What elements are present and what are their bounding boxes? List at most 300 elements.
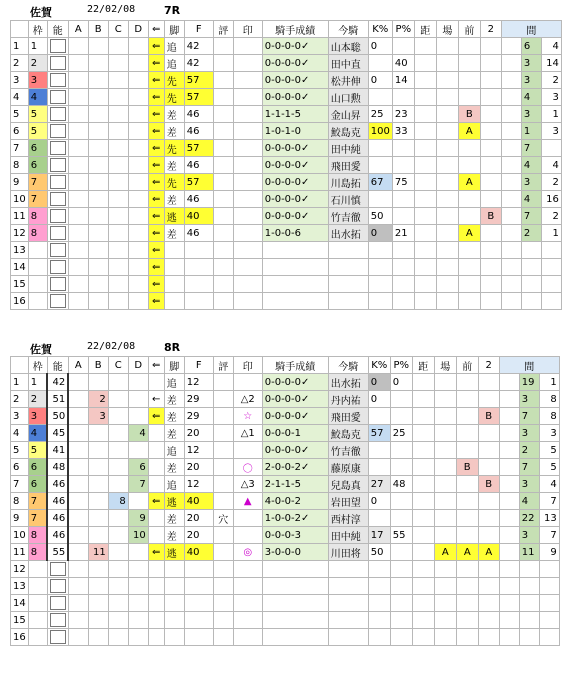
race7-cell-frame: 3	[28, 72, 47, 89]
ability-box[interactable]	[50, 90, 66, 104]
race7-cell-f-score	[184, 276, 213, 293]
table-row	[11, 578, 560, 595]
race7-cell-running-style: 追	[164, 55, 184, 72]
race8-cell-jockey-record: 3-0-0-0	[262, 544, 328, 561]
race7-header-second: 2	[480, 21, 501, 38]
race8-cell-d: 4	[128, 425, 148, 442]
race8-cell-frame	[28, 629, 47, 646]
race7-cell-ability	[47, 140, 68, 157]
race7-cell-gap-1: 3	[521, 55, 541, 72]
race7-cell-d	[128, 242, 148, 259]
race8-cell-a	[68, 408, 88, 425]
race7-cell-f-score: 57	[184, 174, 213, 191]
race8-cell-running-style	[164, 612, 184, 629]
race7-cell-gap-2: 2	[541, 72, 561, 89]
race8-header-rating: 評	[213, 357, 233, 374]
race7-header-row	[11, 21, 562, 38]
race7-cell-running-style: 先	[164, 140, 184, 157]
table-row	[11, 174, 562, 191]
race8-cell-row-number: 7	[11, 476, 29, 493]
race8-cell-running-style: 差	[164, 425, 184, 442]
race8-cell-f-score	[184, 595, 213, 612]
race8-cell-gap-1: 19	[519, 374, 539, 391]
race7-date: 22/02/08	[87, 4, 136, 15]
table-row	[11, 89, 562, 106]
race8-cell-arrow	[148, 612, 164, 629]
race8-cell-jockey: 岩田望	[328, 493, 368, 510]
race8-cell-a	[68, 374, 88, 391]
table-row	[11, 55, 562, 72]
race7-header-rating: 評	[213, 21, 233, 38]
race8-cell-ability: 51	[47, 391, 68, 408]
table-row	[11, 38, 562, 55]
race7-cell-track	[436, 191, 458, 208]
race7-cell-ability	[47, 174, 68, 191]
race7-cell-rating	[213, 38, 233, 55]
race7-cell-jockey: 松井伸	[328, 72, 368, 89]
race8-cell-jockey-record: 0-0-0-0✓	[262, 374, 328, 391]
race7-header-ability: 能	[47, 21, 68, 38]
race8-cell-pace	[456, 425, 478, 442]
race7-cell-jockey: 田中純	[328, 140, 368, 157]
ability-box[interactable]	[50, 579, 66, 593]
race8-cell-d: 6	[128, 459, 148, 476]
table-row	[11, 242, 562, 259]
ability-box[interactable]	[50, 277, 66, 291]
race8-cell-d	[128, 612, 148, 629]
race8-cell-rating	[213, 391, 233, 408]
race8-cell-rating	[213, 476, 233, 493]
race8-cell-gap-1: 7	[519, 408, 539, 425]
race8-cell-c	[108, 527, 128, 544]
race8-cell-mark	[233, 578, 262, 595]
race7-cell-jockey-record: 0-0-0-0✓	[262, 208, 328, 225]
race7-cell-arrow: ⇐	[148, 259, 164, 276]
ability-box[interactable]	[50, 158, 66, 172]
race7-cell-d	[128, 140, 148, 157]
race8-cell-rating	[213, 544, 233, 561]
race8-cell-track	[434, 408, 456, 425]
race7-cell-jockey-record	[262, 259, 328, 276]
race8-cell-p-pct	[390, 544, 412, 561]
race7-cell-second	[480, 157, 501, 174]
race8-cell-d: 7	[128, 476, 148, 493]
race8-cell-row-number: 8	[11, 493, 29, 510]
race8-cell-mark	[233, 374, 262, 391]
ability-box[interactable]	[50, 226, 66, 240]
race8-cell-running-style: 追	[164, 476, 184, 493]
race7-header-b: B	[88, 21, 108, 38]
race7-cell-p-pct: 14	[392, 72, 414, 89]
table-row	[11, 72, 562, 89]
race8-cell-rating	[213, 595, 233, 612]
race8-cell-gap-2	[539, 629, 559, 646]
race7-cell-mark	[233, 38, 262, 55]
race7-cell-d	[128, 259, 148, 276]
race7-cell-row-number: 5	[11, 106, 29, 123]
race7-cell-jockey-record: 0-0-0-0✓	[262, 191, 328, 208]
race8-cell-second	[478, 459, 499, 476]
race8-cell-ability	[47, 578, 68, 595]
race8-cell-jockey: 竹吉徹	[328, 442, 368, 459]
table-row	[11, 476, 560, 493]
race7-cell-pace	[458, 157, 480, 174]
race7-cell-a	[68, 72, 88, 89]
race7-cell-frame: 2	[28, 55, 47, 72]
race8-header-row	[11, 357, 560, 374]
race8-header-track: 場	[434, 357, 456, 374]
race7-header-f-score: F	[184, 21, 213, 38]
race8-cell-track	[434, 510, 456, 527]
race8-cell-f-score: 20	[184, 510, 213, 527]
race8-cell-k-pct	[368, 612, 390, 629]
race7-cell-gap-1: 4	[521, 157, 541, 174]
race8-cell-gap-2: 8	[539, 391, 559, 408]
race7-cell-ability	[47, 208, 68, 225]
race8-cell-c	[108, 595, 128, 612]
race7-cell-f-score: 42	[184, 55, 213, 72]
race7-cell-b	[88, 276, 108, 293]
race8-header-b: B	[88, 357, 108, 374]
race7-header-mark: 印	[233, 21, 262, 38]
race7-cell-rating	[213, 225, 233, 242]
race7-cell-ability	[47, 293, 68, 310]
ability-box[interactable]	[50, 209, 66, 223]
race7-cell-pace	[458, 140, 480, 157]
race8-cell-gap-2: 9	[539, 544, 559, 561]
table-row	[11, 442, 560, 459]
race8-cell-jockey-record	[262, 578, 328, 595]
race8-cell-a	[68, 425, 88, 442]
race7-cell-p-pct: 21	[392, 225, 414, 242]
race8-cell-b	[88, 374, 108, 391]
race8-cell-mark	[233, 612, 262, 629]
race8-cell-second	[478, 425, 499, 442]
race7-cell-frame: 7	[28, 191, 47, 208]
race7-cell-extra	[501, 106, 521, 123]
race7-cell-row-number: 13	[11, 242, 29, 259]
race8-cell-pace	[456, 527, 478, 544]
race8-cell-frame: 6	[28, 459, 47, 476]
race8-cell-row-number: 4	[11, 425, 29, 442]
race8-cell-track	[434, 629, 456, 646]
race8-cell-pace	[456, 510, 478, 527]
race7-cell-f-score	[184, 242, 213, 259]
race8-cell-gap-2: 3	[539, 425, 559, 442]
race8-header-k-pct: K%	[368, 357, 390, 374]
race8-cell-extra	[499, 629, 519, 646]
race8-cell-b	[88, 476, 108, 493]
race7-cell-arrow: ⇐	[148, 140, 164, 157]
race7-cell-a	[68, 106, 88, 123]
ability-box[interactable]	[50, 596, 66, 610]
race8-cell-c	[108, 561, 128, 578]
race8-cell-rating	[213, 527, 233, 544]
race7-cell-extra	[501, 293, 521, 310]
ability-box[interactable]	[50, 107, 66, 121]
race8-cell-mark: △2	[233, 391, 262, 408]
race8-cell-ability: 46	[47, 493, 68, 510]
ability-box[interactable]	[50, 39, 66, 53]
race7-cell-extra	[501, 191, 521, 208]
race7-cell-mark	[233, 72, 262, 89]
race8-cell-c	[108, 578, 128, 595]
race7-cell-k-pct: 67	[368, 174, 392, 191]
race7-header-jockey: 今騎	[328, 21, 368, 38]
race7-cell-running-style: 差	[164, 157, 184, 174]
race7-cell-distance	[414, 89, 436, 106]
race7-cell-b	[88, 208, 108, 225]
race7-cell-jockey-record	[262, 276, 328, 293]
race7-cell-b	[88, 55, 108, 72]
race8-cell-running-style: 逃	[164, 544, 184, 561]
race7-cell-gap-1: 3	[521, 106, 541, 123]
race7-number: 7R	[164, 4, 181, 17]
race8-cell-c	[108, 510, 128, 527]
ability-box[interactable]	[50, 124, 66, 138]
race7-cell-d	[128, 72, 148, 89]
race7-cell-extra	[501, 55, 521, 72]
race7-cell-distance	[414, 259, 436, 276]
race7-cell-row-number: 10	[11, 191, 29, 208]
race8-cell-frame	[28, 595, 47, 612]
race8-header-jockey: 今騎	[328, 357, 368, 374]
race8-cell-a	[68, 561, 88, 578]
race8-header-second: 2	[478, 357, 499, 374]
race7-cell-jockey: 鮫島克	[328, 123, 368, 140]
race8-cell-distance	[412, 374, 434, 391]
race8-cell-k-pct	[368, 629, 390, 646]
race8-cell-ability: 42	[47, 374, 68, 391]
race7-cell-mark	[233, 191, 262, 208]
race8-cell-track	[434, 391, 456, 408]
race7-cell-d	[128, 208, 148, 225]
race7-cell-gap-2	[541, 276, 561, 293]
race7-table	[10, 20, 562, 310]
race7-cell-gap-2	[541, 140, 561, 157]
race7-cell-pace	[458, 208, 480, 225]
race7-cell-k-pct	[368, 191, 392, 208]
ability-box[interactable]	[50, 294, 66, 308]
race8-cell-running-style: 追	[164, 442, 184, 459]
ability-box[interactable]	[50, 260, 66, 274]
race8-cell-a	[68, 612, 88, 629]
race7-cell-row-number: 3	[11, 72, 29, 89]
race8-cell-p-pct	[390, 391, 412, 408]
race8-number: 8R	[164, 341, 181, 354]
table-row	[11, 527, 560, 544]
race8-cell-track	[434, 493, 456, 510]
race8-cell-rating	[213, 493, 233, 510]
race7-cell-rating	[213, 242, 233, 259]
ability-box[interactable]	[50, 73, 66, 87]
ability-box[interactable]	[50, 562, 66, 576]
race8-cell-arrow: ⇐	[148, 544, 164, 561]
race7-cell-arrow: ⇐	[148, 191, 164, 208]
race8-cell-mark: ☆	[233, 408, 262, 425]
race7-cell-k-pct: 0	[368, 72, 392, 89]
race8-cell-row-number: 10	[11, 527, 29, 544]
race8-cell-track	[434, 459, 456, 476]
race8-cell-b: 3	[88, 408, 108, 425]
race7-cell-gap-2: 1	[541, 106, 561, 123]
race8-cell-running-style: 差	[164, 510, 184, 527]
race8-cell-gap-1	[519, 595, 539, 612]
race7-cell-jockey-record: 0-0-0-0✓	[262, 140, 328, 157]
race7-cell-running-style: 先	[164, 174, 184, 191]
race7-cell-pace	[458, 72, 480, 89]
race7-cell-c	[108, 38, 128, 55]
race7-cell-gap-1: 3	[521, 72, 541, 89]
ability-box[interactable]	[50, 56, 66, 70]
race7-cell-a	[68, 174, 88, 191]
race7-cell-c	[108, 225, 128, 242]
race7-cell-extra	[501, 174, 521, 191]
race8-cell-track	[434, 425, 456, 442]
race7-cell-ability	[47, 72, 68, 89]
race7-cell-d	[128, 157, 148, 174]
race8-cell-mark: ◎	[233, 544, 262, 561]
race8-cell-p-pct	[390, 493, 412, 510]
race7-cell-distance	[414, 55, 436, 72]
race8-cell-extra	[499, 510, 519, 527]
race8-cell-f-score: 12	[184, 442, 213, 459]
table-row	[11, 225, 562, 242]
race7-cell-a	[68, 293, 88, 310]
table-row	[11, 493, 560, 510]
race8-cell-c	[108, 425, 128, 442]
race8-cell-p-pct	[390, 561, 412, 578]
race8-cell-ability: 41	[47, 442, 68, 459]
race8-cell-k-pct: 0	[368, 493, 390, 510]
race8-cell-row-number: 14	[11, 595, 29, 612]
ability-box[interactable]	[50, 630, 66, 644]
race8-cell-gap-1: 11	[519, 544, 539, 561]
race7-cell-d	[128, 293, 148, 310]
ability-box[interactable]	[50, 613, 66, 627]
race8-cell-gap-1: 3	[519, 425, 539, 442]
race8-cell-distance	[412, 612, 434, 629]
race8-cell-ability	[47, 629, 68, 646]
ability-box[interactable]	[50, 141, 66, 155]
race8-cell-a	[68, 493, 88, 510]
race8-cell-mark: 〇	[233, 459, 262, 476]
race8-cell-jockey	[328, 595, 368, 612]
race7-cell-running-style: 差	[164, 191, 184, 208]
race7-cell-jockey: 飛田愛	[328, 157, 368, 174]
race8-table	[10, 356, 560, 646]
race7-cell-arrow: ⇐	[148, 89, 164, 106]
race7-cell-jockey	[328, 242, 368, 259]
race7-cell-row-number: 1	[11, 38, 29, 55]
race7-cell-a	[68, 123, 88, 140]
race8-cell-gap-2: 5	[539, 442, 559, 459]
race7-cell-jockey: 川島拓	[328, 174, 368, 191]
table-row	[11, 374, 560, 391]
race8-cell-b	[88, 493, 108, 510]
race7-cell-second	[480, 89, 501, 106]
race8-cell-b: 2	[88, 391, 108, 408]
race7-cell-pace	[458, 191, 480, 208]
race7-cell-arrow: ⇐	[148, 276, 164, 293]
ability-box[interactable]	[50, 243, 66, 257]
race8-cell-pace	[456, 578, 478, 595]
race8-cell-d	[128, 629, 148, 646]
race7-cell-pace	[458, 259, 480, 276]
race7-cell-f-score: 57	[184, 140, 213, 157]
race7-cell-f-score: 57	[184, 89, 213, 106]
race8-cell-gap-1: 4	[519, 493, 539, 510]
race7-cell-c	[108, 123, 128, 140]
race7-cell-frame	[28, 242, 47, 259]
race8-cell-p-pct	[390, 612, 412, 629]
race7-cell-ability	[47, 157, 68, 174]
race7-cell-track	[436, 89, 458, 106]
ability-box[interactable]	[50, 192, 66, 206]
race8-header-ability: 能	[47, 357, 68, 374]
race7-cell-p-pct: 23	[392, 106, 414, 123]
race8-cell-jockey: 藤原康	[328, 459, 368, 476]
race7-cell-gap-2: 3	[541, 123, 561, 140]
ability-box[interactable]	[50, 175, 66, 189]
race8-cell-track: A	[434, 544, 456, 561]
race7-cell-k-pct	[368, 55, 392, 72]
race8-cell-b	[88, 561, 108, 578]
race7-cell-jockey	[328, 276, 368, 293]
race7-cell-distance	[414, 106, 436, 123]
race7-cell-track	[436, 157, 458, 174]
race8-cell-gap-2	[539, 612, 559, 629]
race8-cell-pace	[456, 629, 478, 646]
race8-cell-frame: 4	[28, 425, 47, 442]
race8-header-pace: 前	[456, 357, 478, 374]
race7-header-c: C	[108, 21, 128, 38]
race7-cell-track	[436, 276, 458, 293]
race8-header-f-score: F	[184, 357, 213, 374]
race8-cell-p-pct	[390, 578, 412, 595]
race7-cell-rating	[213, 106, 233, 123]
race7-cell-track	[436, 174, 458, 191]
race7-cell-arrow: ⇐	[148, 242, 164, 259]
race7-cell-c	[108, 242, 128, 259]
race8-cell-arrow	[148, 459, 164, 476]
race8-cell-d	[128, 374, 148, 391]
race8-cell-second	[478, 595, 499, 612]
race7-cell-frame: 1	[28, 38, 47, 55]
race7-cell-a	[68, 259, 88, 276]
race8-cell-extra	[499, 374, 519, 391]
race7-cell-frame: 8	[28, 208, 47, 225]
race7-cell-d	[128, 123, 148, 140]
race7-cell-mark	[233, 157, 262, 174]
race7-cell-rating	[213, 174, 233, 191]
table-row	[11, 595, 560, 612]
race7-cell-running-style	[164, 242, 184, 259]
race8-header-jockey-record: 騎手成績	[262, 357, 328, 374]
race8-cell-p-pct: 0	[390, 374, 412, 391]
race8-cell-frame	[28, 578, 47, 595]
race7-cell-f-score: 57	[184, 72, 213, 89]
race8-cell-frame: 3	[28, 408, 47, 425]
race7-cell-gap-1: 4	[521, 191, 541, 208]
race7-header-running-style: 脚	[164, 21, 184, 38]
race7-cell-second	[480, 259, 501, 276]
race8-cell-p-pct: 25	[390, 425, 412, 442]
race7-cell-track	[436, 72, 458, 89]
race8-cell-arrow	[148, 476, 164, 493]
race7-cell-frame: 4	[28, 89, 47, 106]
race8-cell-jockey-record: 0-0-0-3	[262, 527, 328, 544]
